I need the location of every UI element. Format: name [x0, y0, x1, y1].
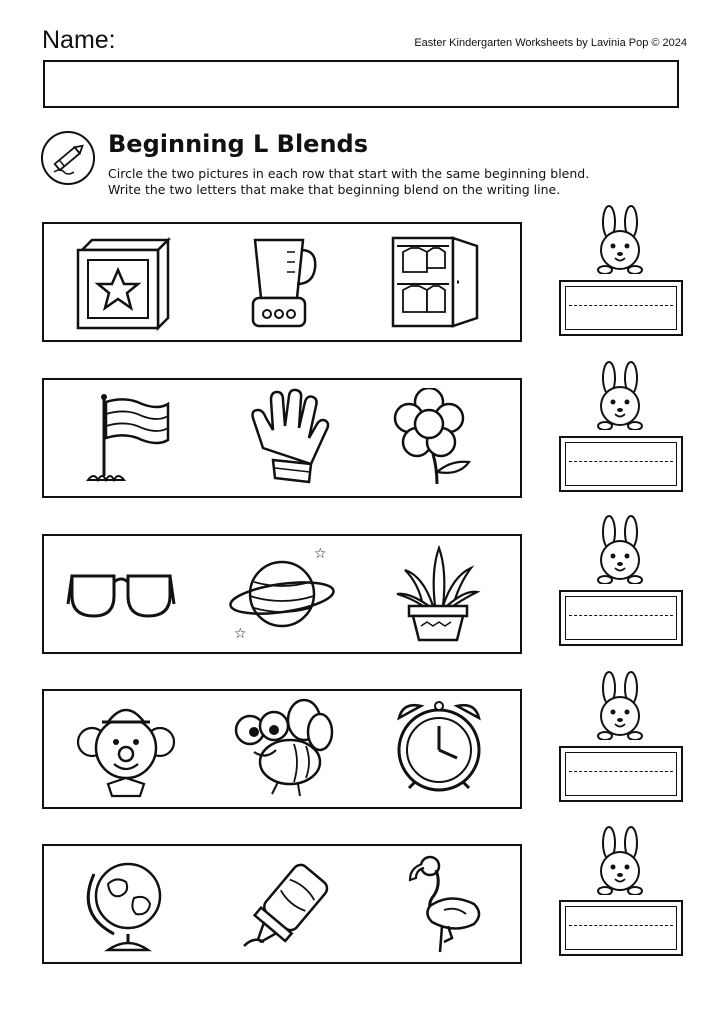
- bunny-icon: [585, 360, 655, 430]
- name-field[interactable]: [43, 60, 679, 108]
- writing-line-4[interactable]: [559, 746, 683, 802]
- closet-icon[interactable]: [385, 232, 495, 332]
- worksheet-title: Beginning L Blends: [108, 130, 368, 158]
- flower-icon[interactable]: [385, 388, 495, 488]
- bunny-icon: [585, 514, 655, 584]
- pencil-icon: [40, 130, 96, 186]
- instruction-line-1: Circle the two pictures in each row that start with the same beginning blend.: [108, 166, 590, 181]
- writing-line-5[interactable]: [559, 900, 683, 956]
- bunny-icon: [585, 825, 655, 895]
- credit-text: Easter Kindergarten Worksheets by Lavinia Pop © 2024: [414, 37, 687, 49]
- glove-icon[interactable]: [233, 388, 343, 488]
- bunny-icon: [585, 670, 655, 740]
- planet-icon[interactable]: [228, 544, 338, 644]
- blender-icon[interactable]: [225, 232, 335, 332]
- flamingo-icon[interactable]: [390, 854, 500, 954]
- svg-text:☆: ☆: [234, 626, 247, 642]
- writing-line-1[interactable]: [559, 280, 683, 336]
- writing-line-3[interactable]: [559, 590, 683, 646]
- name-label: Name:: [42, 26, 116, 54]
- bunny-icon: [585, 204, 655, 274]
- svg-text:☆: ☆: [314, 546, 327, 562]
- instructions: [108, 166, 589, 198]
- fly-icon[interactable]: [228, 698, 338, 798]
- plant-icon[interactable]: [385, 544, 495, 644]
- block-icon[interactable]: [70, 232, 180, 332]
- globe-icon[interactable]: [78, 854, 188, 954]
- writing-line-2[interactable]: [559, 436, 683, 492]
- clown-icon[interactable]: [72, 698, 182, 798]
- instruction-line-2: Write the two letters that make that beginning blend on the writing line.: [108, 182, 561, 197]
- glue-icon[interactable]: [230, 854, 340, 954]
- flag-icon[interactable]: [80, 388, 190, 488]
- glasses-icon[interactable]: [66, 544, 176, 644]
- clock-icon[interactable]: [385, 698, 495, 798]
